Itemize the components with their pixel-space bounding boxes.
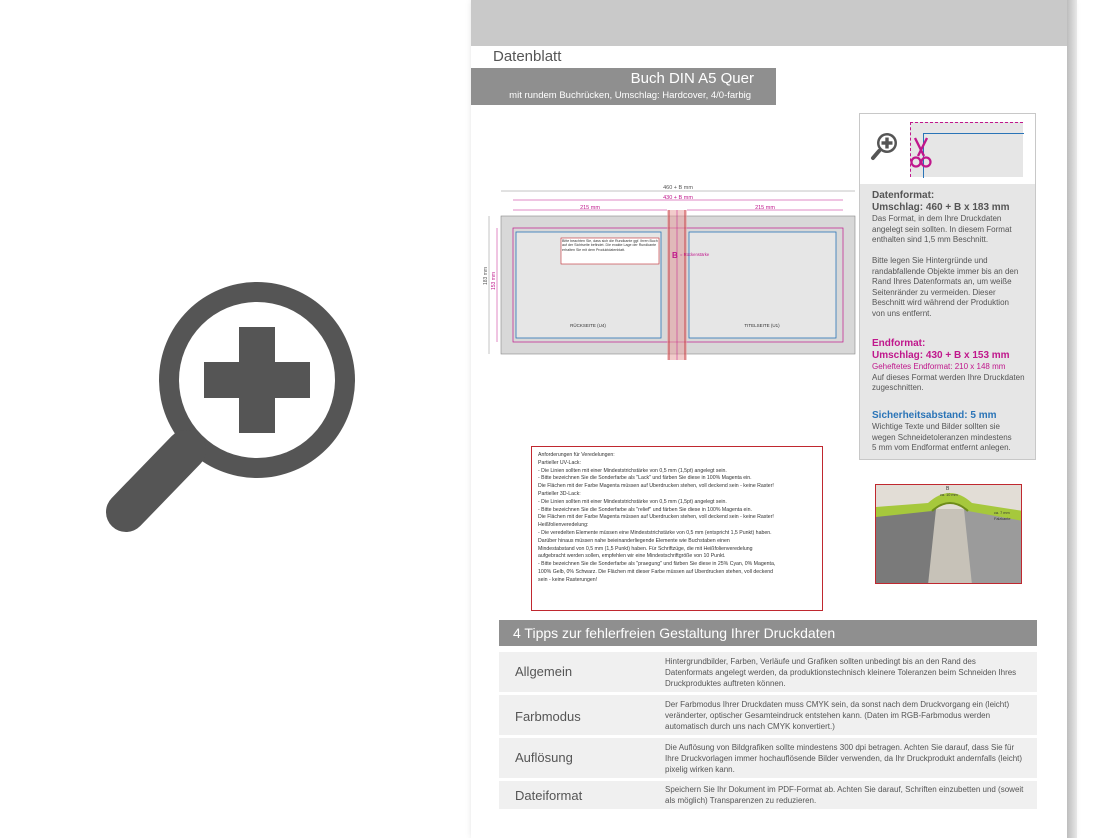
safety-text-3: 5 mm vom Endformat entfernt anlegen. — [872, 443, 1011, 452]
format-info-box — [859, 113, 1036, 460]
endformat-heading: Endformat: — [872, 338, 926, 349]
dim-height-total: 183 mm — [483, 266, 489, 285]
endformat-text-2: zugeschnitten. — [872, 383, 924, 392]
notes-line: - Bitte bezeichnen Sie die Sonderfarbe als "Lack" und färben Sie diese in 100% Magenta ein. — [538, 475, 752, 482]
bg-text-5: Beschnitt wird während der Produktion — [872, 298, 1009, 307]
title-bar — [471, 68, 776, 105]
spine-note: = Rückenstärke — [680, 252, 710, 257]
product-subtitle: mit rundem Buchrücken, Umschlag: Hardcover, 4/0-farbig — [509, 90, 751, 101]
notes-line: 100% Gelb, 0% Schwarz. Die Flächen mit dieser Farbe müssen auf Überdrucken stehen, voll deckend — [538, 568, 773, 575]
info-preview — [860, 114, 1035, 184]
tip-text: Die Auflösung von Bildgrafiken sollte mindestens 300 dpi betragen. Achten Sie darauf, dass Sie für Ihre Druckvorlagen immer hochauflösende Bilder verwenden, da Ihr Druckprodukt andernfalls (leicht) pixelig wirken kann. — [665, 743, 1023, 774]
notes-line: sein - keine Rasterungen! — [538, 576, 598, 583]
spine-callout: Bitte beachten Sie, dass sich die Rundkante ggf. Ihren Buch auf der Sichtseite befindet. Die exakte Lage der Rundkante erhalten Sie mit dem Produktdatenblatt. — [562, 239, 658, 252]
notes-line: Heißfolienveredelung: — [538, 522, 589, 529]
product-title: Buch DIN A5 Quer — [630, 70, 754, 87]
page-header-band — [471, 0, 1067, 46]
notes-line: - Die Linien sollten mit einer Mindeststrichstärke von 0,5 mm (1,5pt) angelegt sein. — [538, 498, 727, 505]
datenformat-value: Umschlag: 460 + B x 183 mm — [872, 202, 1010, 213]
safety-heading: Sicherheitsabstand: 5 mm — [872, 410, 997, 421]
safety-text-1: Wichtige Texte und Bilder sollten sie — [872, 422, 1000, 431]
datenformat-heading: Datenformat: — [872, 190, 935, 201]
tip-row-allgemein — [499, 652, 1037, 692]
dim-left: 215 mm — [580, 205, 600, 211]
tip-text: Hintergrundbilder, Farben, Verläufe und Grafiken sollten unbedingt bis an den Rand des Datenformats angelegt werden, da produktionstechnisch kleinere Toleranzen beim Schneiden Ihres Druckproduktes auftreten können. — [665, 657, 1017, 688]
endformat-sub: Geheftetes Endformat: 210 x 148 mm — [872, 362, 1006, 371]
tip-row-aufloesung — [499, 738, 1037, 778]
notes-line: Partieller UV-Lack: — [538, 459, 581, 466]
notes-line: Darüber hinaus müssen nahe beieinanderliegende Elemente wie Buchstaben einen — [538, 537, 730, 544]
datasheet-page — [471, 0, 1067, 838]
bg-text-2: randabfallende Objekte immer bis an den — [872, 266, 1019, 276]
page-edge — [1067, 0, 1077, 838]
notes-line: Partieller 3D-Lack: — [538, 490, 581, 497]
bg-text-1: Bitte legen Sie Hintergründe und — [872, 256, 988, 265]
dim-total: 460 + B mm — [663, 185, 693, 191]
endformat-text-1: Auf dieses Format werden Ihre Druckdaten — [872, 372, 1025, 382]
notes-line: Mindestabstand von 0,5 mm (1,5 Punkt) haben. Für Schriftzüge, die mit Heißfolienveredelung — [538, 545, 753, 552]
bg-text-6: von uns entfernt. — [872, 308, 932, 318]
bg-text-4: Seitenränder zu vermeiden. Dieser — [872, 287, 996, 297]
tip-label: Allgemein — [515, 664, 573, 679]
datasheet-tab: Datenblatt — [471, 46, 591, 68]
scissors-icon — [910, 136, 932, 170]
notes-line: - Die veredelten Elemente müssen eine Mindeststrichstärke von 0,5 mm (entspricht 1,5 Punkt) haben. — [538, 529, 772, 536]
spine-dim-sub: ca. 10 mm — [940, 493, 958, 497]
tips-heading: 4 Tipps zur fehlerfreien Gestaltung Ihrer Druckdaten — [499, 620, 1037, 646]
bg-text-3: Rand Ihres Datenformats an, um weiße — [872, 277, 1012, 286]
spine-dim-b: B — [946, 486, 950, 492]
notes-line: aufgebracht werden sollen, empfehlen wir eine Mindestschriftgröße von 10 Punkt. — [538, 553, 726, 560]
tip-text: Speichern Sie Ihr Dokument im PDF-Format ab. Achten Sie darauf, Schriften einzubetten und (soweit als möglich) Transparenzen zu reduzieren. — [665, 785, 1024, 805]
zoom-small-icon[interactable] — [870, 130, 900, 162]
datenformat-text-2: angelegt sein sollten. In diesem Format — [872, 224, 1012, 234]
tip-row-farbmodus — [499, 695, 1037, 735]
datenformat-text-1: Das Format, in dem Ihre Druckdaten — [872, 214, 1002, 223]
cover-layout-diagram — [481, 180, 861, 360]
notes-line: Die Flächen mit der Farbe Magenta müssen auf Überdrucken stehen, voll deckend sein - keine Raster! — [538, 483, 774, 490]
tip-row-dateiformat — [499, 781, 1037, 809]
notes-line: Die Flächen mit der Farbe Magenta müssen auf Überdrucken stehen, voll deckend sein - keine Raster! — [538, 514, 774, 521]
tip-label: Dateiformat — [515, 788, 583, 803]
bevel-label: Falzkante — [994, 517, 1011, 521]
datenformat-text-3: enthalten sind 1,5 mm Beschnitt. — [872, 235, 989, 244]
notes-line: - Die Linien sollten mit einer Mindeststrichstärke von 0,5 mm (1,5pt) angelegt sein. — [538, 467, 727, 474]
zoom-in-icon[interactable] — [100, 260, 370, 550]
bevel-dim: ca. 7 mm — [994, 511, 1010, 515]
back-cover-label: RÜCKSEITE (U4) — [570, 323, 606, 328]
tip-label: Auflösung — [515, 750, 573, 765]
tip-label: Farbmodus — [515, 709, 581, 724]
endformat-value: Umschlag: 430 + B x 153 mm — [872, 350, 1010, 361]
notes-line: Anforderungen für Veredelungen: — [538, 452, 615, 458]
notes-line: - Bitte bezeichnen Sie die Sonderfarbe als "relief" und färben Sie diese in 100% Magenta ein. — [538, 506, 752, 513]
spine-3d-illustration — [875, 484, 1022, 584]
dim-right: 215 mm — [755, 205, 775, 211]
spine-letter: B — [672, 251, 678, 260]
front-cover-label: TITELSEITE (U1) — [744, 323, 780, 328]
tip-text: Der Farbmodus Ihrer Druckdaten muss CMYK sein, da sonst nach dem Druckvorgang ein (leicht) veränderter, optischer Gesamteindruck entstehen kann. (Daten im RGB-Farbmodus werden automatisch durch uns nach CMYK konvertiert.) — [665, 700, 1010, 731]
dim-height-inner: 153 mm — [491, 271, 497, 290]
dim-inner: 430 + B mm — [663, 195, 693, 201]
notes-line: - Bitte bezeichnen Sie die Sonderfarbe als "praegung" und färben Sie diese in 25% Cyan, 0% Magenta, — [538, 561, 776, 568]
safety-text-2: wegen Schneidetoleranzen mindestens — [872, 432, 1012, 442]
finishing-notes-box — [531, 446, 823, 611]
